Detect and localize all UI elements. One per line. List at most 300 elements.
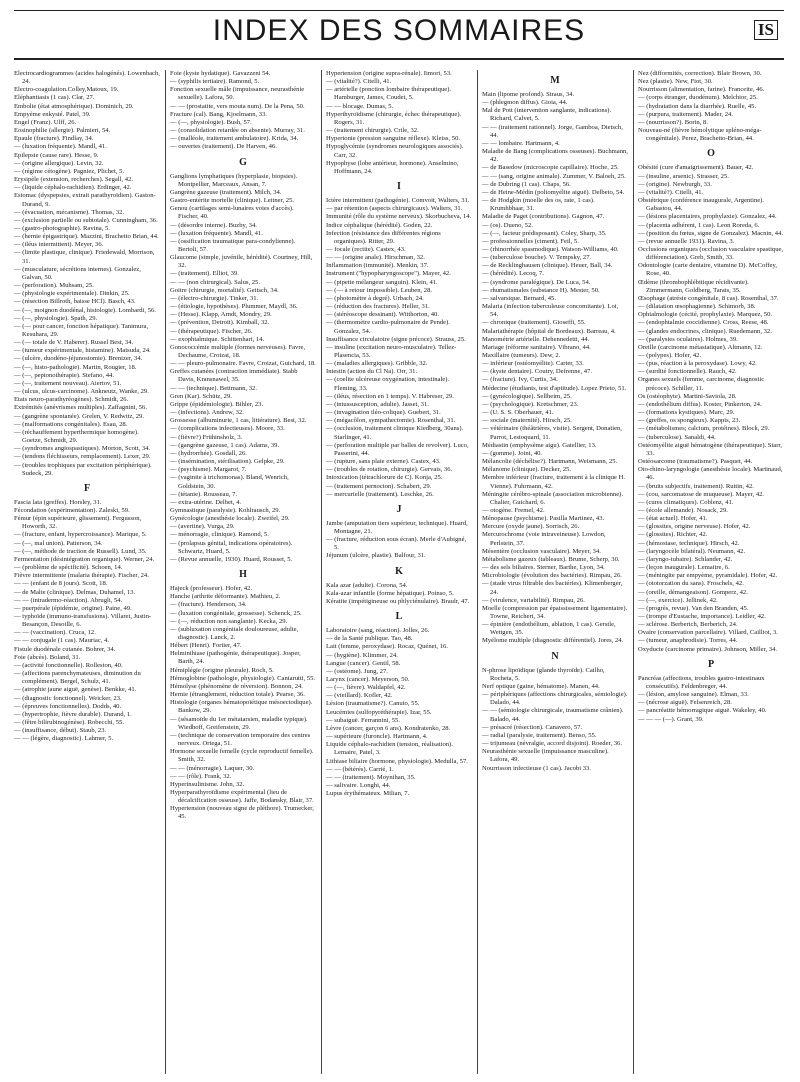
index-entry: Ophtalmologie (cécité, prophylaxie). Marquez, 50.: [638, 311, 773, 319]
index-entry: — (tendons fléchisseurs, remplacement). Lexer, 29.: [14, 453, 151, 461]
index-entry: — (stade virus filtrable des bactéries). Klimenberger, 24.: [482, 580, 623, 596]
index-entry: — (étiologie, hypothèses). Plummer, Maydl, 36.: [170, 303, 298, 311]
index-entry: — pancréatite hémorragique aiguë. Wakeley, 40.: [638, 707, 767, 715]
index-entry: — (fracture). Henderson, 34.: [170, 601, 247, 609]
index-column-5: [633, 70, 784, 1074]
index-entry: Eosinophilie (allergie). Palmieri, 54.: [14, 127, 111, 135]
top-rule: [14, 10, 784, 11]
index-entry: — (progrès, revue). Van den Branden, 45.: [638, 604, 749, 612]
index-entry: Maxillaire (tumeurs). Dew, 2.: [482, 352, 561, 359]
index-entry: Electrocardiogrammes (acides halogénés). Lowenbach, 24.: [14, 70, 160, 86]
index-entry: — (ulcère, duodéno-jéjunostomie). Brenizer, 34.: [14, 355, 143, 363]
index-entry: — (infections). Andrew, 32.: [170, 409, 244, 417]
index-entry: — (métabolismes; calcium, protéines). Block, 29.: [638, 425, 770, 433]
index-entry: Empyème enkysté. Patel, 39.: [14, 110, 91, 118]
index-entry: — (insuline, arsenic). Strasser, 25.: [638, 172, 729, 180]
index-entry: Hébert (Henri). Fortier, 47.: [170, 642, 242, 650]
index-entry: Greffes cutanées (contraction immédiate). Stabb Davis, Kransnawel, 35.: [170, 368, 298, 384]
index-entry: — (gynécologique). Sellheim, 25.: [482, 392, 572, 400]
index-entry: — (prévention, Detroit). Kimball, 32.: [170, 319, 270, 327]
index-entry: Gynécologie (anesthésie locale). Zweifel, 29.: [170, 515, 290, 523]
index-entry: Métabolisme gazeux (tableaux). Brume, Scherp, 30.: [482, 555, 620, 563]
index-entry: Langue (cancer). Gentil, 58.: [326, 659, 401, 667]
index-entry: — — (rôle). Frank, 32.: [170, 772, 232, 780]
section-letter: M: [550, 75, 560, 86]
index-entry: — (— à retour impossible). Leuben, 28.: [326, 286, 433, 294]
index-entry: — (gastro-photographie). Ravina, 5.: [14, 224, 110, 232]
index-entry: Intestin (action du Cl Na). Orr, 31.: [326, 368, 418, 376]
index-entry: — extra-utérine. Delbet, 4.: [170, 498, 242, 506]
index-entry: Fémur (épin supérieure, glissement). Fergusson, Howorth, 32.: [14, 515, 142, 531]
index-entry: Eléphantiasis (1 cas). Clar, 27.: [14, 94, 95, 102]
index-entry: — (lésion, amylose sanguine). Elman, 33.: [638, 691, 749, 699]
index-entry: — — (sémiologie chirurgicale, traumatisme crânien). Balado, 44.: [482, 707, 624, 723]
section-letter: G: [239, 156, 247, 168]
index-entry: — (physiologie expérimentale). Dinkin, 25.: [14, 290, 130, 298]
index-entry: — (électro-chirurgie). Tinker, 31.: [170, 294, 259, 302]
index-entry: — otogène. Fremel, 42.: [482, 506, 545, 514]
section-letter: N: [551, 650, 559, 662]
section-letter: H: [239, 569, 247, 581]
index-entry: — (laryngocèle bilatéral). Neumann, 42.: [638, 547, 746, 555]
index-entry: Neurasthénie sexuelle (impuissance masculine). Lafora, 49.: [482, 748, 609, 764]
index-entry: — (ossification traumatique para-condylienne). Bertoli, 57.: [170, 237, 296, 253]
index-entry: — (pus, réaction à la peroxydase). Lowy, 42.: [638, 360, 757, 368]
index-entry: — — (prostatite, vers mouta num). De la Pena, 50.: [170, 102, 305, 110]
index-entry: Médiastin (emphysème aigu). Gatellier, 13.: [482, 441, 597, 449]
index-entry: Ganglions lymphatiques (hyperplasie, biopsies). Montpellier, Marceaux, Ansan, 7.: [170, 172, 298, 188]
section-letter: I: [397, 181, 401, 193]
index-entry: Epilepsie (cause rare). Hesse, 9.: [14, 151, 99, 159]
index-entry: Pancréas (affections, troubles gastro-intestinaux consécutifs). Feldenbreger, 44.: [638, 674, 765, 690]
index-entry: Obésité (cure d'amaigrissement). Bauer, 42.: [638, 164, 754, 172]
index-entry: Oreille (carcinome métastatique). Altmann, 12.: [638, 343, 763, 351]
index-column-1: [14, 70, 160, 1074]
index-entry: — (—, facteur prédisposant). Coley, Sharp, 35.: [482, 229, 607, 237]
index-entry: Maladie de Paget (contributions). Gagnon, 47.: [482, 213, 605, 221]
index-entry: — vétérinaire (théâtrières, visite). Sergent, Donatien, Parrot, Lestoquard, 11.: [482, 425, 622, 441]
index-entry: — (— totale de V. Haberer). Russel Best, 34.: [14, 339, 134, 347]
index-entry: — (gangrène spontanée). Grelen, V. Redwitz, 29.: [14, 412, 144, 420]
index-entry: — (syphilis tertiaire). Ramond, 5.: [170, 78, 260, 86]
index-entry: Kala-azar infantile (forme hépatique). Poinso, 5.: [326, 589, 454, 597]
index-entry: — (fracture). Ivy, Curtis, 34.: [482, 376, 558, 384]
index-entry: Hémiplégie (origine pleurale). Roch, 5.: [170, 666, 274, 674]
index-entry: Infection (résistance des différentes régions organiques). Ritter, 29.: [326, 229, 441, 245]
index-entry: — (insémination, stérilisation). Gelpke, 29.: [170, 458, 285, 466]
index-entry: — (état actuel). Hofer, 41.: [638, 515, 708, 523]
index-entry: — (glandes endocrines, clinique). Ruedemann, 32.: [638, 327, 772, 335]
index-entry: — (traitement). Elliot, 39.: [170, 270, 239, 278]
index-entry: — trijumeau (névralgie, accord disjoint). Roeder, 36.: [482, 740, 622, 748]
index-entry: Foie (kyste hydatique). Gavazzeni 54.: [170, 70, 271, 77]
index-entry: Œdème (thrombophlébitique récidivante). Zimmermann, Goldberg, Tarats, 35.: [638, 278, 749, 294]
index-entry: Fistule duodénale cutanée. Bohrer, 34.: [14, 645, 116, 653]
index-entry: — (épreuves fonctionnelles). Dodds, 40.: [14, 702, 122, 710]
index-entry: — (affections parenchymateuses, diminution du complément). Bergel, Schulz, 41.: [14, 670, 141, 686]
index-entry: — (nourrisson?). Borin, 8.: [638, 118, 708, 126]
index-entry: — (—, peptonothérapie). Stefano, 44.: [14, 371, 114, 379]
index-entry: Nourrisson (alimentation, farine). Franceite, 46.: [638, 86, 765, 94]
index-entry: Os (ostéophyte). Martini-Saviola, 28.: [638, 392, 737, 400]
index-entry: Méningite cérébro-spinale (association microbienne). Chalier, Guichard, 6.: [482, 490, 623, 506]
index-entry: — (tumeur expérimentale, histamine). Matsuda, 24.: [14, 347, 151, 355]
index-entry: — (—, moignon duodénal, histologie). Lombardi, 56.: [14, 306, 156, 314]
index-entry: Nez (plastie). New, Fiot, 30.: [638, 78, 713, 86]
index-entry: — de Dubring (1 cas). Chaps, 56.: [482, 180, 571, 188]
index-entry: — (greffes, os spongieux). Kappis, 23.: [638, 417, 741, 425]
index-entry: — de Heine-Médin (poliomyélite aiguë). Delbeto, 54.: [482, 188, 625, 196]
index-entry: — (tuberculose bouche). V. Tempsky, 27.: [482, 254, 592, 262]
index-entry: — (psychisme). Margarot, 7.: [170, 466, 247, 474]
index-entry: Instrument ("hypopharyngoscope"). Mayer, 42.: [326, 270, 451, 278]
index-entry: Hyperparathyroïdisme expérimental (lieu de décalcification osseuse). Jaffe, Bodansky, Blair, 37.: [170, 788, 314, 805]
index-entry: — (fracture, réduction sous écran). Merle d'Aubigné, 5.: [326, 536, 467, 552]
index-entry: — — (traitement). Moynihan, 35.: [326, 773, 416, 781]
index-entry: — (laryngo-tubaire). Schlander, 42.: [638, 555, 733, 563]
index-entry: Maladie de Bang (complications osseuses). Buchmann, 42.: [482, 148, 628, 164]
index-entry: — (—, physiologie). Bush, 57.: [170, 118, 252, 126]
index-entry: — (ostéome). Jung, 27.: [326, 667, 388, 675]
section-letter: P: [707, 658, 715, 670]
index-entry: — rhumatismales (substance H). Mester, 50.: [482, 286, 600, 294]
index-entry: — épinière (endothélium, ablation, 1 cas). Gerstle, Wettgen, 35.: [482, 621, 616, 637]
section-letter: L: [395, 611, 403, 623]
index-entry: — (—, méthode de traction de Russell). Lund, 35.: [14, 547, 147, 555]
index-entry: Manométrie artérielle. Dehennedetti, 44.: [482, 335, 590, 343]
index-entry: — — pleuro-pulmonaire. Favre, Croizat, Guichard, 18.: [170, 360, 316, 368]
index-entry: Hormone sexuelle femelle (cycle reproductif femelle). Smith, 32.: [170, 748, 314, 764]
index-entry: Indice céphalique (hérédité). Goden, 22.: [326, 221, 433, 229]
index-entry: Gangrène gazeuse (traitement). Milch, 34.: [170, 188, 282, 196]
index-entry: — exophtalmique. Schittenhart, 14.: [170, 335, 265, 343]
index-entry: — (occlusion, traitement clinique Kiedberg, 30ans). Starlinger, 41.: [326, 425, 464, 441]
index-entry: Leucémies (sulfopyréthérapie). Izar, 55.: [326, 708, 432, 716]
index-entry: Genou (cartilages semi-lunaires voies d'accès). Fischer, 40.: [170, 205, 294, 221]
index-entry: — (subluxation congénitale douloureuse, adulte, diagnostic). Lanck, 2.: [170, 625, 299, 641]
index-entry: — (problème de spécificité). Schoen, 14.: [14, 564, 123, 572]
index-entry: — salivaire. Longhi, 44.: [326, 782, 391, 790]
index-entry: — (tuberculose). Sanaldi, 44.: [638, 433, 716, 441]
index-entry: — (oreille, démangeaison). Gomperz, 42.: [638, 588, 748, 596]
index-entry: — (surdité fonctionnelle). Rauch, 42.: [638, 368, 737, 376]
section-letter: F: [83, 482, 91, 494]
index-entry: Fécondation (expérimentation). Zaleski, 59.: [14, 506, 130, 514]
index-entry: — — (enfant de 8 jours). Scott, 18.: [14, 580, 108, 588]
index-entry: — chronique (traitement). Gioseffi, 55.: [482, 319, 586, 327]
index-column-4: [477, 70, 628, 1074]
index-entry: — présacré (résection). Canavero, 57.: [482, 723, 583, 731]
index-entry: — (origine allergique). Levin, 32.: [14, 159, 104, 167]
index-entry: Fonction sexuelle mâle (impuissance, neurasthénie sexuelle). Lafora, 50.: [170, 86, 305, 102]
index-entry: Epaule (fracture). Findlay, 34.: [14, 135, 94, 143]
index-entry: — — conjugale (1 cas). Mauriac, 4.: [14, 637, 110, 645]
index-entry: — (malformations congénitales). Esau, 28.: [14, 420, 128, 428]
index-entry: — (évacuation, mécanisme). Thomas, 32.: [14, 208, 125, 216]
index-entry: — de Basedow (microscopie capillaire). Hoche, 25.: [482, 164, 619, 172]
index-entry: — (—, fièvre). Waldapfel, 42.: [326, 684, 406, 692]
index-entry: — (paralysies oculaires). Holmes, 39.: [638, 335, 738, 343]
index-entry: — (— pour cancer, fonction hépatique). Tanimura, Kesuhara, 29.: [14, 322, 149, 338]
index-entry: — (réchauffement hyperthermique homogène). Goetze, Schmidt, 29.: [14, 428, 139, 445]
index-entry: — (mégacôlon, sympathectomie). Rosenthal, 31.: [326, 417, 456, 425]
index-entry: — (atrophie jaune aiguë, genèse). Benkke, 41.: [14, 686, 137, 694]
index-entry: Grossesse (albuminurie, 1 cas, littérature). Best, 32.: [170, 417, 307, 425]
index-entry: — (hygiène). Klimmer, 24.: [326, 651, 398, 659]
index-entry: Ovaire (conservation parcellaire). Villard, Cailliot, 3.: [638, 629, 778, 637]
index-entry: Mal de Pott (intervention sanglante, indications). Richard, Calvet, 5.: [482, 107, 612, 123]
index-entry: Hypertension (nouveau signe de pléthore). Trumecker, 45.: [170, 805, 314, 821]
index-entry: — (glossites, origine nerveuse). Hofer, 42.: [638, 523, 751, 531]
index-entry: Mésentère (occlusion vasculaire). Meyer, 34.: [482, 547, 601, 555]
index-entry: Lithiase biliaire (hormone, physiologie). Medulla, 57.: [326, 757, 468, 765]
index-entry: — sociale (maternité). Hirsch, 25.: [482, 417, 572, 425]
index-entry: Moelle (compression par épaississement ligamentaire). Towne, Reichert, 34.: [482, 604, 628, 620]
index-entry: Intoxication (tétrachlorure de C). Konja, 25.: [326, 474, 443, 482]
index-entry: Fermentation (désintégration organique). Werner, 24.: [14, 555, 155, 563]
index-entry: — (vitalité?). Citelli, 41.: [326, 78, 392, 86]
index-entry: Embolie (état atmosphérique). Dominich, 29.: [14, 102, 134, 110]
index-entry: Hajeck (professeur). Hofer, 42.: [170, 585, 253, 593]
index-entry: — (activité fonctionnelle). Rolleston, 40.: [14, 661, 123, 669]
index-entry: — (phlegmon diffus). Gioia, 44.: [482, 99, 568, 107]
index-entry: — (leçon inaugurale). Lemaitre, 6.: [638, 564, 730, 572]
index-entry: Ostéomyélite aiguë hématogène (thérapeutique). Starr, 33.: [638, 441, 783, 457]
index-entry: — (lésions placentaires, prophylaxie). Gonzalez, 44.: [638, 213, 777, 221]
index-entry: Laboratoire (sang, réaction). Jolles, 26.: [326, 627, 430, 635]
index-entry: Hypophyse (lobe antérieur, hormone). Anselmino, Hoffmann, 24.: [326, 159, 459, 175]
index-entry: Myélome multiple (diagnostic différentiel). Jores, 24.: [482, 637, 624, 645]
index-entry: Ménopause (psychisme). Pasilla Martinez, 43.: [482, 515, 605, 523]
index-entry: Grippe (épidémiologie). Bihler, 23.: [170, 400, 264, 408]
index-entry: — (hydrorrhée). Gosdall, 26.: [170, 449, 247, 457]
index-entry: — — (traitement rationnel). Jorge, Gamboa, Dietsch, 44.: [482, 123, 623, 139]
index-entry: — (syndromes angiospastiques). Morton, Scott, 34.: [14, 445, 151, 453]
index-entry: Kératite (impétigineuse ou phlycténulaire). Braulr, 47.: [326, 597, 470, 605]
index-entry: — (position du fœtus, signe de Gonzalez). Macnin, 44.: [638, 229, 784, 237]
index-entry: — (école allemande). Nosack, 29.: [638, 506, 728, 514]
index-entry: — (sésamoïde du 1er métatarsien, maladie typique). Wiedhoff, Greifenstein, 29.: [170, 715, 308, 731]
index-entry: — — (légère, diagnostic). Lahmer, 5.: [14, 735, 114, 743]
index-entry: — (rhinorrhée spasmodique). Watson-Williams, 40.: [482, 245, 619, 253]
index-columns: [14, 70, 784, 1074]
index-entry: — (placenta adhérent, 1 cas). Leon Roreda, 6.: [638, 221, 760, 229]
index-entry: — (—, histo-pathologie). Martin, Rougier, 18.: [14, 363, 137, 371]
section-letter: O: [707, 148, 715, 160]
index-entry: — (avertine). Vurga, 29.: [170, 523, 235, 531]
index-entry: — (photomètre à degré). Urbach, 24.: [326, 294, 424, 302]
index-column-2: [165, 70, 316, 1074]
index-entry: — (luxation fréquente). Mandl, 41.: [14, 143, 107, 151]
index-entry: Kala azar (adulte). Corona, 54.: [326, 581, 408, 589]
index-entry: — (traitement chirurgie). Crile, 32.: [326, 127, 419, 135]
index-entry: — (exclusion partielle ou subtotale). Cunningham, 36.: [14, 216, 158, 224]
index-entry: Organes sexuels (femme, carcinome, diagnostic précoce). Schiller, 11.: [638, 376, 765, 392]
index-entry: — (gangrène gazeuse, 1 cas). Adams, 39.: [170, 441, 280, 449]
index-entry: — (—, traitement nouveau). Aiertov, 51.: [14, 379, 122, 387]
index-entry: Ostéosarcome (traumatisme?). Pasquet, 44.: [638, 458, 753, 466]
index-entry: Etats neuro-parathyréogènes). Schmidt, 26.: [14, 396, 129, 404]
index-entry: Microbiologie (évolution des bactéries). Rimpau, 26.: [482, 572, 622, 580]
index-entry: — (endophtalmie coccidienne). Cross, Reese, 48.: [638, 319, 769, 327]
index-entry: — (musculature, sécrétions internes). Gonzalez, Galvan, 50.: [14, 265, 141, 281]
index-entry: — périphériques (affections chirurgicales, sémiologie). Dalado, 44.: [482, 691, 628, 707]
index-entry: — des sels biliaires. Sterner, Barthe, Lyon, 34.: [482, 564, 605, 572]
index-entry: — (cou, sarcomatose de muqueuse). Mayer, 42.: [638, 490, 765, 498]
index-entry: Gren (Kar). Schütz, 29.: [170, 392, 232, 400]
index-entry: Lait (femme, peroxydase). Rocaz, Quénet, 16.: [326, 643, 448, 651]
index-entry: — — blocage. Dumas, 5.: [326, 102, 394, 110]
index-entry: — puerpérale (épidémie, origine). Paine, 49.: [14, 604, 132, 612]
index-entry: — (tétanie). Rousseau, 7.: [170, 490, 238, 498]
index-entry: Lupus érythémateux. Milian, 7.: [326, 790, 410, 798]
index-entry: — (—, exercice). Jellinek, 42.: [638, 596, 718, 604]
index-entry: — (—, mal union). Patterson, 34.: [14, 539, 103, 547]
index-entry: — — (bétérés). Carrié, 1.: [326, 765, 394, 773]
index-entry: — (vieillard). Kofler, 42.: [326, 692, 393, 700]
index-entry: — (rupture, sans plaie externe). Castex, 43.: [326, 458, 441, 466]
index-entry: — — (technique). Bettmann, 32.: [170, 384, 257, 392]
index-entry: Occlusions organiques (occlusion vasculaire spastique, différenciation). Greb, Smith, 33.: [638, 245, 784, 262]
page-title: INDEX DES SOMMAIRES: [212, 14, 586, 47]
index-column-3: [321, 70, 472, 1074]
index-entry: Hernie (étranglement, réduction totale). Pearse, 36.: [170, 691, 305, 699]
index-entry: — ménorragie, clinique). Ramond, 5.: [170, 531, 269, 539]
index-entry: — (ulcus, ulcus-carcinome). Ankneutz, Wanke, 29.: [14, 388, 149, 396]
index-entry: Jambe (amputation tiers supérieur, technique). Huard, Montagne, 21.: [326, 519, 468, 535]
index-entry: — (diagnostic fonctionnel). Weicker, 23.: [14, 694, 122, 702]
index-entry: Erysipèle (extension, recherches). Segall, 42.: [14, 176, 134, 184]
index-page: [14, 10, 784, 1076]
index-entry: — (invagination iléo-colique). Guebert, 31.: [326, 409, 441, 417]
index-entry: Jéjunum (ulcère, plastie). Balfour, 31.: [326, 552, 426, 560]
index-entry: — (nécrose aiguë). Felsenreich, 28.: [638, 699, 732, 707]
index-entry: Histologie (organes hématopoïétique mésoectodique). Bankow, 29.: [170, 699, 313, 715]
index-entry: Fascia lata (greffes). Horsley, 31.: [14, 498, 102, 506]
index-entry: — de Recklinghausen (clinique). Heuer, Ball, 34.: [482, 262, 613, 270]
index-entry: Hypertension (origine supra-rénale). Iimori, 53.: [326, 70, 452, 77]
index-entry: — (glossites). Richter, 42.: [638, 531, 708, 539]
index-entry: Gymnastique (paralysie). Kohlrausch, 29.: [170, 506, 281, 514]
index-entry: Estomac (dyspepsies, extrait parathyroïdien). Gaston-Durand, 9.: [14, 192, 156, 208]
index-entry: — (stéréoscope dessinant). Witthorton, 40.: [326, 311, 439, 319]
index-entry: — (pipette mélangeur sanguin). Klein, 41.: [326, 278, 438, 286]
title-rule: [14, 58, 784, 60]
index-entry: — (complications infectieuses). Moore, 33.: [170, 425, 285, 433]
index-entry: — (luxation fréquente). Mandl, 41.: [170, 229, 263, 237]
index-entry: — (coelite ulcéreuse oxygénation, intestinale). Fleming, 33.: [326, 376, 450, 392]
index-entry: — (dilatation œsophagienne). Schimorb, 38.: [638, 303, 756, 311]
index-entry: — — — (—). Grant, 39.: [638, 715, 704, 723]
index-entry: Nerf optique (gaine, hématome). Manen, 44.: [482, 682, 600, 690]
index-entry: Mélanome (clinique). Decker, 25.: [482, 466, 572, 474]
index-entry: — (revue annuelle 1931). Ravina, 3.: [638, 237, 735, 245]
index-entry: — — (origine anale). Hirschman, 32.: [326, 254, 425, 262]
index-entry: — professionnelles (ciment). Feil, 5.: [482, 237, 579, 245]
index-entry: Main (lipome profond). Straus, 34.: [482, 91, 575, 98]
index-entry: — (désordre interne). Buzby, 34.: [170, 221, 257, 229]
index-entry: — (iléus intermittent). Meyer, 36.: [14, 241, 104, 249]
index-entry: — (Revue annuelle, 1930). Huard, Rousset, 5.: [170, 555, 293, 563]
index-entry: — (formations kystiques). Marc, 29.: [638, 409, 735, 417]
index-entry: Fracture (cal). Bang, Kjoelmann, 33.: [170, 110, 268, 118]
index-entry: — (limite plastique, clinique). Friedewald, Morrison, 31.: [14, 249, 155, 265]
index-entry: Hémoglobine (pathologie, physiologie). Cantarutti, 55.: [170, 674, 316, 682]
index-entry: Œsophage (atrésie congénitale, 8 cas). Rosenthal, 37.: [638, 294, 779, 302]
index-entry: — (technique de conservation temporaire des centres nerveux. Ortega, 51.: [170, 731, 311, 748]
index-entry: — (consolidation retardée on absente). Murray, 31.: [170, 127, 305, 135]
index-entry: — (hernie épigastrique). Mazzini, Brachetto Brian, 44.: [14, 233, 159, 241]
index-entry: — de Hodgkin (moelle des os, rate, 1 cas). Krumhbhaar, 31.: [482, 197, 595, 213]
index-entry: — (hydratation dans la diarrhée). Ruelle, 45.: [638, 102, 757, 110]
index-entry: Electro-coagulation.Colley,Matoux, 19.: [14, 86, 119, 94]
index-entry: Oxyducte (carcinome primaire). Johnson, Miller, 34.: [638, 645, 778, 653]
section-letter: J: [396, 503, 402, 515]
index-entry: — (os). Dueno, 52.: [482, 221, 533, 229]
index-entry: — (prolapsus génital, indications opératoires). Schwartz, Huard, 5.: [170, 539, 293, 555]
index-entry: — (kyste dentaire). Coutry, Defrenne, 47.: [482, 368, 592, 376]
index-entry: Ictère intermittent (pathogénie). Comvoit, Walters, 31.: [326, 197, 470, 205]
index-entry: Mélancolie (déchélise?). Hartmann, Weismann, 25.: [482, 458, 618, 466]
index-entry: Hyperinsulinisme. John, 32.: [170, 780, 245, 788]
index-entry: — mercurielle (traitement). Leschke, 26.: [326, 490, 434, 498]
index-entry: — (bruits subjectifs, traitement). Ruttin, 42.: [638, 482, 754, 490]
index-entry: — de la Santé publique. Tao, 48.: [326, 635, 413, 643]
index-entry: — (Hesse). Klapp, Arndt, Mondry, 29.: [170, 311, 272, 319]
index-entry: Goitre (chirurgie, mortalité). Geitsch, 34.: [170, 286, 279, 294]
index-entry: Insuffisance circulatoire (signe précoce). Strauss, 25.: [326, 335, 466, 343]
index-entry: — (malléole, traitement ambulatoire). Krida, 34.: [170, 135, 299, 143]
index-entry: — — lombaire. Hartmann, 4.: [482, 139, 560, 147]
index-entry: Malariathérapie (hôpital de Bordeaux). Barreau, 4.: [482, 327, 616, 335]
index-entry: — (endothélium diffus). Koster, Pinkerton, 24.: [638, 400, 762, 408]
index-entry: — (trompe d'Eustache, importance). Leidler, 42.: [638, 613, 766, 620]
index-entry: — (gomme). Joint, 40.: [482, 449, 543, 457]
index-entry: — (ototorzation du sans). Froschels, 42.: [638, 580, 744, 588]
index-entry: Lésion (traumatisme?). Canuto, 55.: [326, 700, 420, 708]
index-entry: Hypoglycémie (syndromes neurologiques associés). Carr, 32.: [326, 143, 464, 159]
index-entry: — (tumeur, anaphrodisie). Torres, 44.: [638, 637, 738, 645]
index-entry: Hyperthyroïdisme (chirurgie, échec thérapeutique). Rogers, 31.: [326, 110, 462, 126]
index-entry: — (réduction des fractures). Heller, 31.: [326, 303, 430, 311]
index-entry: Glaucome (simple, juvénile, hérédité). Courtney, Hill, 32.: [170, 254, 313, 270]
section-letter: K: [395, 565, 403, 577]
index-entry: Hypertonie (pression sanguine réflexe). Kleiss, 50.: [326, 135, 461, 143]
index-entry: Malaria (infection tuberculeuse concomitante). Loi, 54.: [482, 303, 619, 319]
index-entry: Mercure (oxyde jaune). Sorrisch, 26.: [482, 523, 580, 531]
index-entry: — — (non chirurgical). Salus, 25.: [170, 278, 260, 286]
index-entry: Immunité (rôle du système nerveux). Skorbucheva, 14.: [326, 213, 472, 221]
index-entry: — (hypertrophie, fièvre durable). Durand, 1.: [14, 710, 132, 718]
index-entry: — (corps étranger, duodénum). Melchior, 25.: [638, 94, 758, 102]
index-entry: — (liquide céphalo-rachidien). Erdinger, 42.: [14, 184, 132, 192]
index-entry: — (purpura, traitement). Mader, 24.: [638, 110, 733, 118]
index-entry: Nourrisson infectieuse (1 cas). Jacobi 33.: [482, 764, 591, 772]
index-entry: — (virulence, variabilité). Rimpau, 26.: [482, 596, 585, 604]
index-entry: — (insuffisance, début). Staub, 23.: [14, 727, 107, 735]
index-entry: — (traitement pernocton). Schabert, 29.: [326, 482, 432, 490]
index-entry: — (régime cétogène). Pagniez, Plichet, 5.: [14, 167, 125, 175]
index-entry: — salvarsique. Bernard, 45.: [482, 294, 556, 302]
index-entry: — (maladies allergiques). Gribble, 32.: [326, 360, 428, 368]
index-entry: Nez (difformités, correction). Blair Brown, 30.: [638, 70, 762, 77]
index-entry: Extrémités (anévrismes multiples). Zaffagnini, 56.: [14, 404, 148, 412]
index-entry: — (fêtre bilirubinogénèse). Robecchi, 55.: [14, 719, 125, 727]
index-entry: — (psychologique). Kretschmer, 23.: [482, 400, 579, 408]
index-entry: — ouvertes (traitement). De Harven, 46.: [170, 143, 277, 151]
index-entry: — inférieur (ostéomyélite). Carter, 33.: [482, 360, 584, 368]
index-entry: Gonococcémie multiple (formes nerveuses). Favre, Dechaume, Croizat, 18.: [170, 343, 306, 359]
